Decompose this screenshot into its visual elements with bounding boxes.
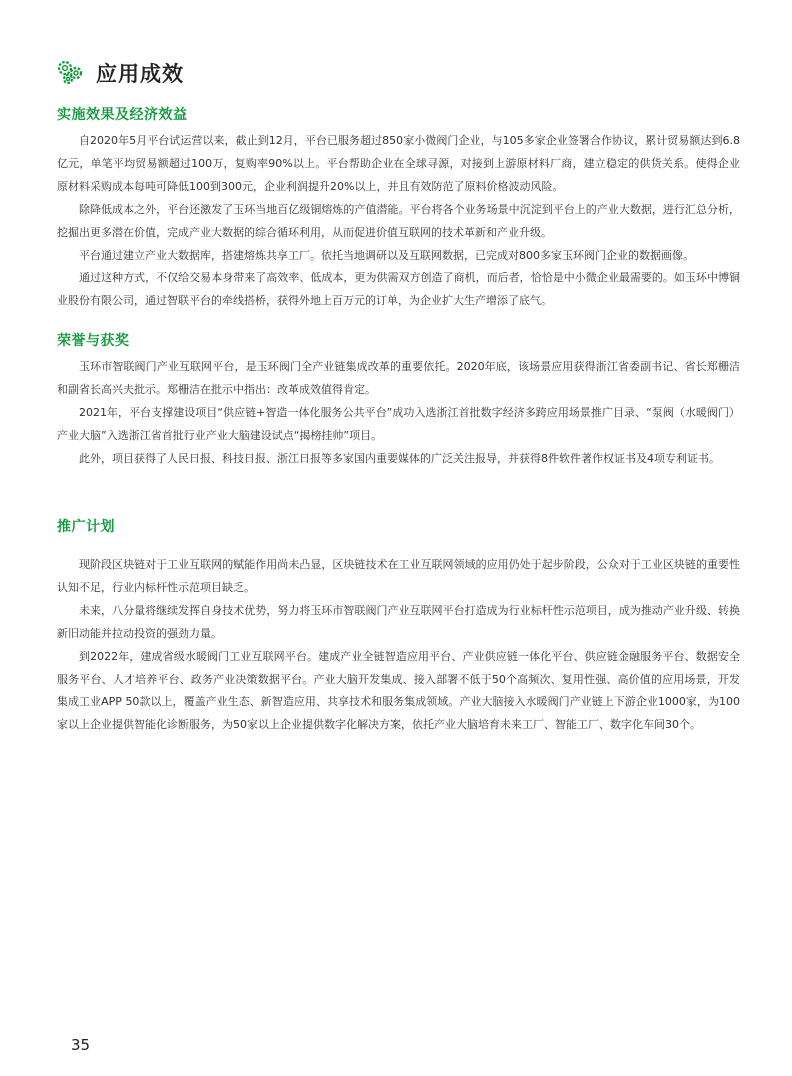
paragraph: 现阶段区块链对于工业互联网的赋能作用尚未凸显，区块链技术在工业互联网领域的应用仍处于起步阶段，公众对于工业区块链的重要性认知不足，行业内标杆性示范项目缺乏。 <box>57 558 740 594</box>
paragraph: 自2020年5月平台试运营以来，截止到12月，平台已服务超过850家小微阀门企业，与105多家企业签署合作协议，累计贸易额达到6.8亿元，单笔平均贸易额超过100万，复购率90%以上。平台帮助企业在全球寻源，对接到上游原材料厂商，建立稳定的供货关系。使得企业原材料采购成本每吨可降低100到300元，企业利润提升20%以上，并且有效防范了原料价格波动风险。 <box>57 134 740 193</box>
paragraph: 平台通过建立产业大数据库，搭建熔炼共享工厂。依托当地调研以及互联网数据，已完成对800多家玉环阀门企业的数据画像。 <box>79 248 694 262</box>
section-body-effects <box>57 130 740 313</box>
page-title: 应用成效 <box>96 62 184 86</box>
page-number: 35 <box>71 1036 91 1054</box>
section-body-honors <box>57 356 740 471</box>
paragraph: 玉环市智联阀门产业互联网平台，是玉环阀门全产业链集成改革的重要依托。2020年底，该场景应用获得浙江省委副书记、省长郑栅洁和副省长高兴夫批示。郑栅洁在批示中指出：改革成效值得肯定。 <box>57 360 740 396</box>
gears-icon <box>55 58 95 88</box>
paragraph: 通过这种方式，不仅给交易本身带来了高效率、低成本，更为供需双方创造了商机，而后者，恰恰是中小微企业最需要的。如玉环中博铜业股份有限公司，通过智联平台的牵线搭桥，获得外地上百万元的订单，为企业扩大生产增添了底气。 <box>57 271 740 308</box>
section-heading-effects: 实施效果及经济效益 <box>57 107 188 123</box>
paragraph: 到2022年，建成省级水暖阀门工业互联网平台。建成产业全链智造应用平台、产业供应链一体化平台、供应链金融服务平台、数据安全服务平台、人才培养平台、政务产业决策数据平台。产业大脑开发集成、接入部署不低于50个高频次、复用性强、高价值的应用场景，开发集成工业APP 50款以上，覆盖产业生态、新智造应用、共享技术和服务集成领域。产业大脑接入水暖阀门产业链上下游企业1000家，为100家以上企业提供智能化诊断服务，为50家以上企业提供数字化解决方案，依托产业大脑培育未来工厂、智能工厂、数字化车间30个。 <box>57 649 740 732</box>
section-heading-plan: 推广计划 <box>57 519 115 535</box>
paragraph: 除降低成本之外，平台还激发了玉环当地百亿级铜熔炼的产值潜能。平台将各个业务场景中沉淀到平台上的产业大数据，进行汇总分析，挖掘出更多潜在价值，完成产业大数据的综合循环利用，从而促进价值互联网的技术革新和产业升级。 <box>57 202 740 239</box>
section-body-plan <box>57 554 740 737</box>
paragraph: 此外，项目获得了人民日报、科技日报、浙江日报等多家国内重要媒体的广泛关注报导，并获得8件软件著作权证书及4项专利证书。 <box>79 451 720 465</box>
paragraph: 2021年，平台支撑建设项目“供应链+智造一体化服务公共平台”成功入选浙江首批数字经济多跨应用场景推广目录、“泵阀（水暖阀门）产业大脑”入选浙江省首批行业产业大脑建设试点“揭榜挂帅”项目。 <box>57 405 740 442</box>
paragraph: 未来，八分量将继续发挥自身技术优势，努力将玉环市智联阀门产业互联网平台打造成为行业标杆性示范项目，成为推动产业升级、转换新旧动能并拉动投资的强劲力量。 <box>57 603 740 640</box>
section-heading-honors: 荣誉与获奖 <box>57 333 130 349</box>
page-header <box>55 58 184 88</box>
